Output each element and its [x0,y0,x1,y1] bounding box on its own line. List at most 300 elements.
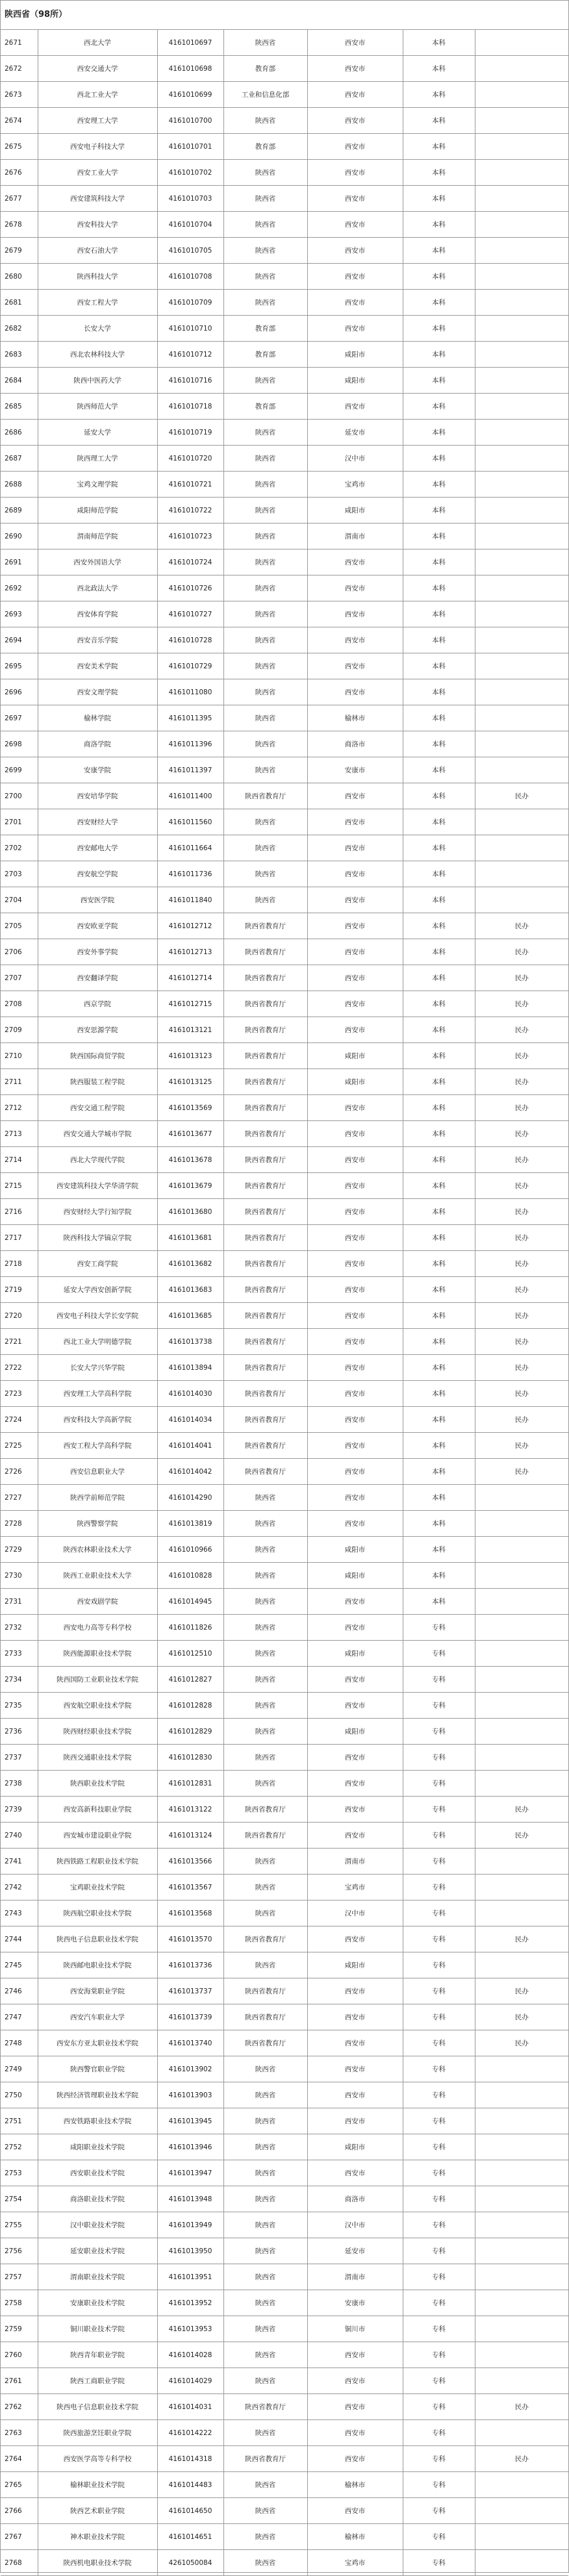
table-row [1,2108,568,2134]
city: 西安市 [307,264,403,290]
row-index: 2755 [1,2212,38,2238]
remark [475,1849,568,1875]
city: 西安市 [307,1407,403,1433]
city: 商洛市 [307,731,403,757]
authority: 陕西省教育厅 [223,1095,307,1121]
school-name: 西安欧亚学院 [38,913,157,939]
city: 西安市 [307,1017,403,1043]
authority: 陕西省教育厅 [223,2030,307,2056]
school-name: 陕西电子信息职业技术学院 [38,2394,157,2420]
city: 西安市 [307,2082,403,2108]
school-name: 西安工程大学 [38,290,157,316]
level: 专科 [403,2004,475,2030]
school-code: 4161010705 [157,238,223,264]
school-name: 西安电子科技大学 [38,134,157,160]
table-row [1,446,568,472]
table-row [1,1641,568,1667]
table-row [1,316,568,342]
school-name: 陕西理工大学 [38,446,157,472]
authority: 陕西省 [223,2420,307,2446]
row-index: 2726 [1,1459,38,1485]
school-name: 西安体育学院 [38,601,157,627]
remark [475,342,568,368]
school-name: 西北大学现代学院 [38,1147,157,1173]
row-index: 2768 [1,2550,38,2576]
authority: 陕西省 [223,2056,307,2082]
row-index: 2730 [1,1563,38,1589]
school-name: 西安石油大学 [38,238,157,264]
table-row [1,1952,568,1978]
level: 专科 [403,2472,475,2498]
row-index: 2718 [1,1251,38,1277]
level: 本科 [403,264,475,290]
school-code: 4161010708 [157,264,223,290]
school-code: 4161013903 [157,2082,223,2108]
level: 本科 [403,108,475,134]
school-name: 西安音乐学院 [38,627,157,653]
school-code: 4161014042 [157,1459,223,1485]
authority: 陕西省教育厅 [223,913,307,939]
level: 专科 [403,1849,475,1875]
remark [475,887,568,913]
city: 西安市 [307,1797,403,1823]
school-name: 长安大学 [38,316,157,342]
authority: 陕西省教育厅 [223,1978,307,2004]
school-code: 4161013902 [157,2056,223,2082]
authority: 陕西省教育厅 [223,1797,307,1823]
row-index: 2762 [1,2394,38,2420]
school-name: 西安工业大学 [38,160,157,186]
remark [475,1563,568,1589]
city: 西安市 [307,2030,403,2056]
row-index: 2722 [1,1355,38,1381]
school-code: 4161013946 [157,2134,223,2160]
city: 榆林市 [307,705,403,731]
city: 咸阳市 [307,1719,403,1745]
authority: 陕西省 [223,498,307,524]
level: 本科 [403,238,475,264]
remark [475,212,568,238]
row-index: 2698 [1,731,38,757]
level: 专科 [403,2160,475,2186]
authority: 陕西省教育厅 [223,1407,307,1433]
city: 西安市 [307,1095,403,1121]
authority: 陕西省 [223,420,307,446]
city: 西安市 [307,1121,403,1147]
table-row [1,1225,568,1251]
row-index: 2676 [1,160,38,186]
school-name: 陕西航空职业技术学院 [38,1900,157,1926]
school-name: 陕西电子信息职业技术学院 [38,1926,157,1952]
authority: 陕西省教育厅 [223,991,307,1017]
authority: 陕西省 [223,835,307,861]
school-code: 4161010699 [157,82,223,108]
remark [475,368,568,394]
level: 专科 [403,2498,475,2524]
authority: 陕西省 [223,2368,307,2394]
row-index: 2684 [1,368,38,394]
city: 西安市 [307,1459,403,1485]
level: 本科 [403,160,475,186]
level: 本科 [403,134,475,160]
page-title: 陕西省（98所） [1,1,568,30]
remark [475,186,568,212]
authority: 陕西省 [223,1719,307,1745]
authority: 教育部 [223,316,307,342]
table-row [1,705,568,731]
remark [475,1719,568,1745]
authority: 陕西省 [223,1615,307,1641]
school-code: 4161010712 [157,342,223,368]
row-index: 2692 [1,575,38,601]
school-name: 延安职业技术学院 [38,2238,157,2264]
school-name: 陕西警察学院 [38,1511,157,1537]
school-code: 4161012712 [157,913,223,939]
level: 本科 [403,835,475,861]
remark [475,82,568,108]
table-row [1,757,568,783]
level: 专科 [403,2290,475,2316]
row-index: 2696 [1,679,38,705]
level: 专科 [403,1900,475,1926]
row-index: 2732 [1,1615,38,1641]
school-code: 4161012829 [157,1719,223,1745]
level: 本科 [403,446,475,472]
authority: 陕西省教育厅 [223,1121,307,1147]
level: 本科 [403,1147,475,1173]
remark [475,2056,568,2082]
row-index: 2744 [1,1926,38,1952]
school-code: 4161010697 [157,30,223,56]
remark [475,30,568,56]
school-code: 4161013566 [157,1849,223,1875]
authority: 陕西省教育厅 [223,1303,307,1329]
level: 专科 [403,2186,475,2212]
row-index: 2754 [1,2186,38,2212]
city: 渭南市 [307,1849,403,1875]
row-index: 2735 [1,1693,38,1719]
city: 西安市 [307,1329,403,1355]
school-name: 西安戏剧学院 [38,1589,157,1615]
table-row [1,160,568,186]
school-code: 4161012828 [157,1693,223,1719]
authority: 陕西省教育厅 [223,1355,307,1381]
school-name: 神木职业技术学院 [38,2524,157,2550]
remark [475,290,568,316]
table-row [1,1926,568,1952]
row-index: 2741 [1,1849,38,1875]
school-name: 渭南师范学院 [38,524,157,549]
authority: 陕西省 [223,2264,307,2290]
school-name: 西安电力高等专科学校 [38,1615,157,1641]
remark: 民办 [475,1147,568,1173]
remark [475,1537,568,1563]
school-name: 西安城市建设职业学院 [38,1823,157,1849]
school-name: 西安工程大学高科学院 [38,1433,157,1459]
city: 西安市 [307,1485,403,1511]
city: 西安市 [307,627,403,653]
remark [475,238,568,264]
authority: 陕西省 [223,653,307,679]
row-index: 2712 [1,1095,38,1121]
remark [475,575,568,601]
table-row [1,1485,568,1511]
row-index: 2715 [1,1173,38,1199]
level: 本科 [403,783,475,809]
row-index: 2678 [1,212,38,238]
table-row [1,1797,568,1823]
table-row [1,627,568,653]
table-row [1,1875,568,1900]
school-name: 西安美术学院 [38,653,157,679]
table-row [1,991,568,1017]
school-name: 陕西科技大学镐京学院 [38,1225,157,1251]
level: 本科 [403,731,475,757]
school-code: 4161011664 [157,835,223,861]
city: 西安市 [307,186,403,212]
table-row [1,368,568,394]
school-code: 4161013122 [157,1797,223,1823]
remark [475,809,568,835]
school-code: 4161013738 [157,1329,223,1355]
row-index: 2753 [1,2160,38,2186]
row-index: 2727 [1,1485,38,1511]
city: 西安市 [307,939,403,965]
city: 渭南市 [307,2264,403,2290]
school-code: 4161012510 [157,1641,223,1667]
remark: 民办 [475,1225,568,1251]
authority: 陕西省教育厅 [223,1043,307,1069]
remark: 民办 [475,2394,568,2420]
school-code: 4161013125 [157,1069,223,1095]
level: 本科 [403,290,475,316]
row-index: 2703 [1,861,38,887]
school-name: 安康学院 [38,757,157,783]
school-code: 4161013952 [157,2290,223,2316]
row-index: 2743 [1,1900,38,1926]
row-index: 2767 [1,2524,38,2550]
city: 西安市 [307,1147,403,1173]
city: 西安市 [307,1173,403,1199]
authority: 陕西省 [223,2290,307,2316]
level: 本科 [403,1225,475,1251]
school-name: 西安信息职业大学 [38,1459,157,1485]
level: 专科 [403,2030,475,2056]
remark: 民办 [475,2004,568,2030]
remark: 民办 [475,1459,568,1485]
row-index: 2766 [1,2498,38,2524]
table-row [1,186,568,212]
level: 本科 [403,809,475,835]
authority: 陕西省 [223,186,307,212]
school-name: 西安铁路职业技术学院 [38,2108,157,2134]
school-name: 西安汽车职业大学 [38,2004,157,2030]
remark: 民办 [475,1277,568,1303]
authority: 陕西省 [223,212,307,238]
school-name: 西安科技大学 [38,212,157,238]
row-index: 2700 [1,783,38,809]
table-row [1,1329,568,1355]
authority: 陕西省 [223,1875,307,1900]
authority: 陕西省教育厅 [223,2446,307,2472]
table-row [1,342,568,368]
school-code: 4161011396 [157,731,223,757]
row-index: 2763 [1,2420,38,2446]
school-code: 4161012831 [157,1771,223,1797]
row-index: 2731 [1,1589,38,1615]
level: 本科 [403,653,475,679]
city: 西安市 [307,783,403,809]
remark [475,1511,568,1537]
city: 咸阳市 [307,2134,403,2160]
level: 本科 [403,30,475,56]
row-index: 2747 [1,2004,38,2030]
remark [475,524,568,549]
city: 榆林市 [307,2472,403,2498]
school-code: 4161012714 [157,965,223,991]
row-index: 2719 [1,1277,38,1303]
city: 西安市 [307,1978,403,2004]
table-row [1,394,568,420]
table-row [1,1745,568,1771]
city: 西安市 [307,835,403,861]
table-row [1,2316,568,2342]
city: 咸阳市 [307,498,403,524]
authority: 陕西省教育厅 [223,1225,307,1251]
city: 西安市 [307,2498,403,2524]
row-index: 2734 [1,1667,38,1693]
remark [475,134,568,160]
table-row [1,2160,568,2186]
city: 延安市 [307,420,403,446]
authority: 陕西省 [223,1589,307,1615]
school-code: 4161010729 [157,653,223,679]
authority: 陕西省教育厅 [223,1277,307,1303]
level: 本科 [403,1095,475,1121]
city: 西安市 [307,1433,403,1459]
table-row [1,1667,568,1693]
row-index: 2708 [1,991,38,1017]
school-code: 4161011840 [157,887,223,913]
school-name: 西北工业大学明德学院 [38,1329,157,1355]
school-code: 4161013947 [157,2160,223,2186]
remark: 民办 [475,965,568,991]
authority: 陕西省 [223,731,307,757]
city: 西安市 [307,575,403,601]
school-code: 4161014945 [157,1589,223,1615]
level: 本科 [403,82,475,108]
table-row [1,1589,568,1615]
table-row [1,264,568,290]
table-row [1,2290,568,2316]
level: 本科 [403,1459,475,1485]
remark [475,446,568,472]
table-row [1,1563,568,1589]
remark [475,1900,568,1926]
level: 本科 [403,394,475,420]
city: 西安市 [307,238,403,264]
school-code: 4161012827 [157,1667,223,1693]
row-index: 2693 [1,601,38,627]
city: 西安市 [307,549,403,575]
school-name: 陕西旅游烹饪职业学院 [38,2420,157,2446]
row-index: 2686 [1,420,38,446]
remark [475,2212,568,2238]
authority: 陕西省教育厅 [223,1173,307,1199]
remark: 民办 [475,783,568,809]
row-index: 2681 [1,290,38,316]
school-code: 4161012715 [157,991,223,1017]
authority: 陕西省 [223,1849,307,1875]
school-name: 西安医学高等专科学校 [38,2446,157,2472]
table-row [1,1511,568,1537]
table-row [1,1719,568,1745]
school-code: 4161014028 [157,2342,223,2368]
school-name: 西北大学 [38,30,157,56]
row-index: 2729 [1,1537,38,1563]
school-code: 4161014222 [157,2420,223,2446]
level: 专科 [403,1667,475,1693]
remark [475,2238,568,2264]
school-name: 西安建筑科技大学华清学院 [38,1173,157,1199]
authority: 陕西省 [223,1693,307,1719]
remark: 民办 [475,1797,568,1823]
level: 本科 [403,342,475,368]
row-index: 2757 [1,2264,38,2290]
remark: 民办 [475,1355,568,1381]
university-table [1,30,568,2576]
authority: 陕西省 [223,2108,307,2134]
city: 西安市 [307,134,403,160]
school-code: 4161014651 [157,2524,223,2550]
table-row [1,498,568,524]
table-row [1,575,568,601]
table-row [1,1615,568,1641]
school-name: 陕西服装工程学院 [38,1069,157,1095]
city: 西安市 [307,1926,403,1952]
school-name: 西安外事学院 [38,939,157,965]
authority: 陕西省 [223,264,307,290]
school-code: 4161010698 [157,56,223,82]
row-index: 2705 [1,913,38,939]
school-code: 4161013121 [157,1017,223,1043]
school-code: 4161013570 [157,1926,223,1952]
school-name: 西安理工大学高科学院 [38,1381,157,1407]
remark [475,2186,568,2212]
level: 本科 [403,1199,475,1225]
authority: 陕西省教育厅 [223,2394,307,2420]
school-code: 4161010704 [157,212,223,238]
row-index: 2675 [1,134,38,160]
authority: 陕西省教育厅 [223,2004,307,2030]
remark [475,601,568,627]
school-name: 汉中职业技术学院 [38,2212,157,2238]
remark [475,420,568,446]
school-name: 陕西科技大学 [38,264,157,290]
table-row [1,472,568,498]
level: 专科 [403,1719,475,1745]
row-index: 2682 [1,316,38,342]
level: 本科 [403,1017,475,1043]
table-row [1,549,568,575]
school-name: 宝鸡文理学院 [38,472,157,498]
table-row [1,1381,568,1407]
authority: 陕西省 [223,549,307,575]
level: 本科 [403,316,475,342]
city: 西安市 [307,887,403,913]
city: 西安市 [307,1771,403,1797]
school-code: 4161010703 [157,186,223,212]
